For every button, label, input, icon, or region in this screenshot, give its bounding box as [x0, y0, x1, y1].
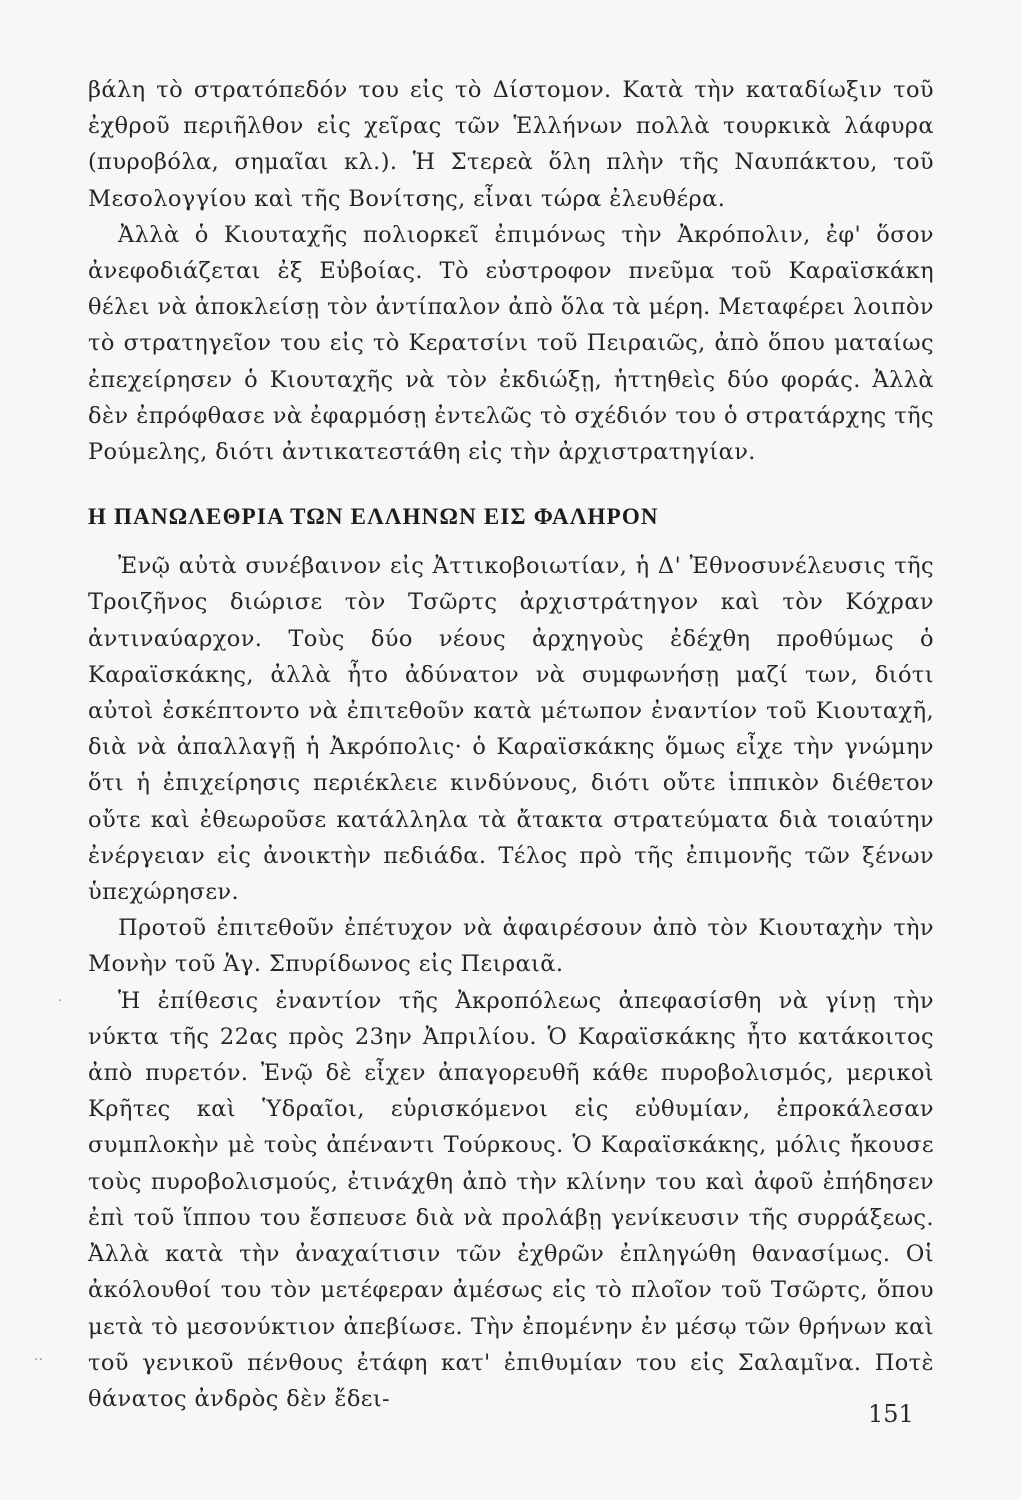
page-number: 151	[868, 1400, 914, 1428]
paragraph-4: Προτοῦ ἐπιτεθοῦν ἐπέτυχον νὰ ἀφαιρέσουν ἀπὸ τὸν Κιουταχὴν τὴν Μονὴν τοῦ Ἁγ. Σπυρίδωνος εἰς Πειραιᾶ.	[88, 915, 934, 978]
paragraph-3: Ἐνῷ αὐτὰ συνέβαινον εἰς Ἀττικοβοιωτίαν, ἡ Δ' Ἐθνοσυνέλευσις τῆς Τροιζῆνος διώρισε τὸν Τσῶρτς ἀρχιστράτηγον καὶ τὸν Κόχραν ἀντιναύαρχον. Τοὺς δύο νέους ἀρχηγοὺς ἐδέχθη προθύμως ὁ Καραϊσκάκης, ἀλλὰ ἦτο ἀδύνατον νὰ συμφωνήσῃ μαζί των, διότι αὐτοὶ ἐσκέπτοντο νὰ ἐπιτεθοῦν κατὰ μέτωπον ἐναντίον τοῦ Κιουταχῆ, διὰ νὰ ἀπαλλαγῇ ἡ Ἀκρόπολις· ὁ Καραϊσκάκης ὅμως εἶχε τὴν γνώμην ὅτι ἡ ἐπιχείρησις περιέκλειε κινδύνους, διότι οὔτε ἱππικὸν διέθετον οὔτε καὶ ἐθεωροῦσε κατάλληλα τὰ ἄτακτα στρατεύματα διὰ τοιαύτην ἐνέργειαν εἰς ἀνοικτὴν πεδιάδα. Τέλος πρὸ τῆς ἐπιμονῆς τῶν ξένων ὑπεχώρησεν.	[88, 553, 934, 906]
paragraph-5: Ἡ ἐπίθεσις ἐναντίον τῆς Ἀκροπόλεως ἀπεφασίσθη νὰ γίνῃ τὴν νύκτα τῆς 22ας πρὸς 23ην Ἀπριλίου. Ὁ Καραϊσκάκης ἦτο κατάκοιτος ἀπὸ πυρετόν. Ἐνῷ δὲ εἶχεν ἀπαγορευθῆ κάθε πυροβολισμός, μερικοὶ Κρῆτες καὶ Ὑδραῖοι, εὑρισκόμενοι εἰς εὐθυμίαν, ἐπροκάλεσαν συμπλοκὴν μὲ τοὺς ἀπέναντι Τούρκους. Ὁ Καραϊσκάκης, μόλις ἤκουσε τοὺς πυροβολισμούς, ἐτινάχθη ἀπὸ τὴν κλίνην του καὶ ἀφοῦ ἐπήδησεν ἐπὶ τοῦ ἵππου του ἔσπευσε διὰ νὰ προλάβῃ γενίκευσιν τῆς συρράξεως. Ἀλλὰ κατὰ τὴν ἀναχαίτισιν τῶν ἐχθρῶν ἐπληγώθη θανασίμως. Οἱ ἀκόλουθοί του τὸν μετέφεραν ἀμέσως εἰς τὸ πλοῖον τοῦ Τσῶρτς, ὅπου μετὰ τὸ μεσονύκτιον ἀπεβίωσε. Τὴν ἐπομένην ἐν μέσῳ τῶν θρήνων καὶ τοῦ γενικοῦ πένθους ἐτάφη κατ' ἐπιθυμίαν του εἰς Σαλαμῖνα. Ποτὲ θάνατος ἀνδρὸς δὲν ἔδει-	[88, 987, 934, 1412]
margin-dots-icon: ··	[34, 1352, 43, 1368]
margin-dot-icon: ·	[58, 993, 63, 1009]
paragraph-1: βάλη τὸ στρατόπεδόν του εἰς τὸ Δίστομον. Κατὰ τὴν καταδίωξιν τοῦ ἐχθροῦ περιῆλθον εἰς χεῖρας τῶν Ἑλλήνων πολλὰ τουρκικὰ λάφυρα (πυροβόλα, σημαῖαι κλ.). Ἡ Στερεὰ ὅλη πλὴν τῆς Ναυπάκτου, τοῦ Μεσολογγίου καὶ τῆς Βονίτσης, εἶναι τώρα ἐλευθέρα.	[88, 77, 934, 212]
section-heading: Η ΠΑΝΩΛΕΘΡΙΑ ΤΩΝ ΕΛΛΗΝΩΝ ΕΙΣ ΦΑΛΗΡΟΝ	[88, 504, 659, 530]
paragraph-2: Ἀλλὰ ὁ Κιουταχῆς πολιορκεῖ ἐπιμόνως τὴν Ἀκρόπολιν, ἐφ' ὅσον ἀνεφοδιάζεται ἐξ Εὐβοίας. Τὸ εὐστροφον πνεῦμα τοῦ Καραϊσκάκη θέλει νὰ ἀποκλείσῃ τὸν ἀντίπαλον ἀπὸ ὅλα τὰ μέρη. Μεταφέρει λοιπὸν τὸ στρατηγεῖον του εἰς τὸ Κερατσίνι τοῦ Πειραιῶς, ἀπὸ ὅπου ματαίως ἐπεχείρησεν ὁ Κιουταχῆς νὰ τὸν ἐκδιώξῃ, ἡττηθεὶς δύο φοράς. Ἀλλὰ δὲν ἐπρόφθασε νὰ ἐφαρμόσῃ ἐντελῶς τὸ σχέδιόν του ὁ στρατάρχης τῆς Ρούμελης, διότι ἀντικατεστάθη εἰς τὴν ἀρχιστρατηγίαν.	[88, 221, 934, 466]
text-block	[88, 72, 934, 1417]
